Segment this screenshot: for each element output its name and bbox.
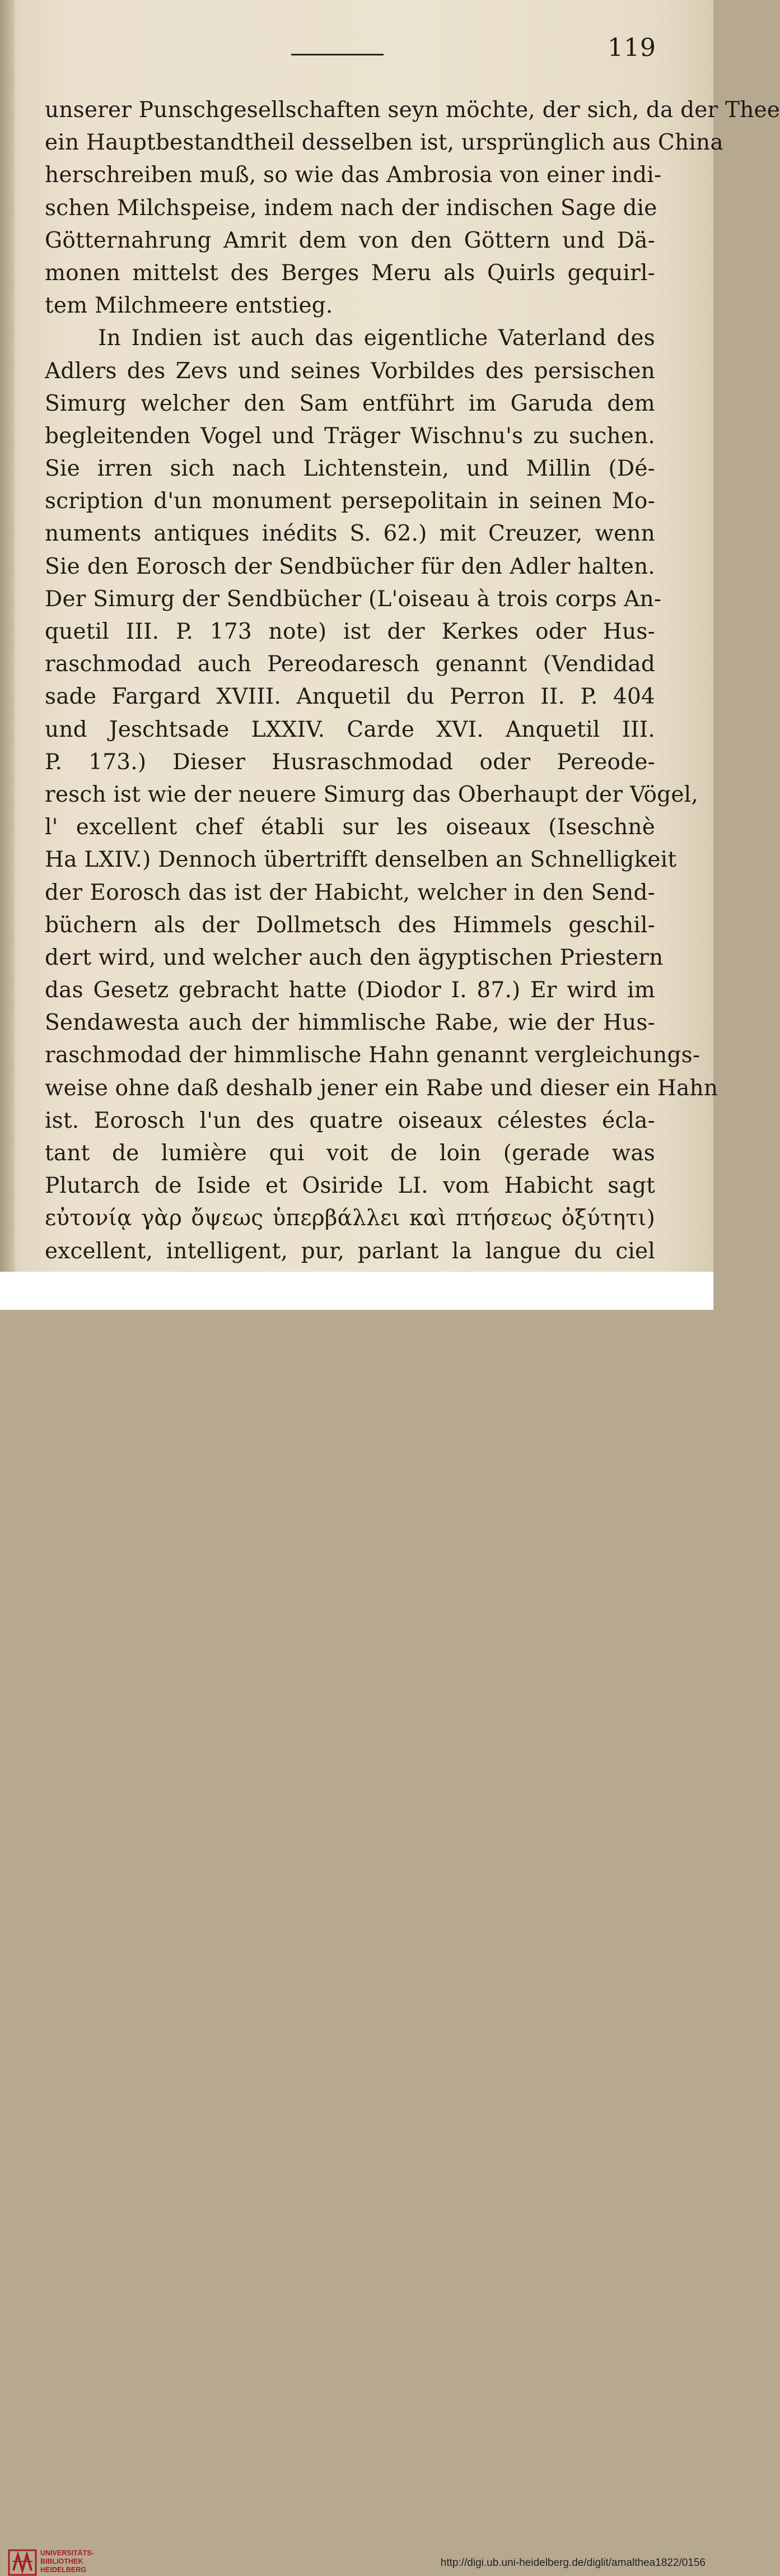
text-line: Sendawesta auch der himmlische Rabe, wie der Hus- <box>45 1010 655 1036</box>
text-line: herschreiben muß, so wie das Ambrosia von einer indi- <box>45 162 662 188</box>
text-line: P. 173.) Dieser Husraschmodad oder Pereode- <box>45 749 655 775</box>
text-line: Der Simurg der Sendbücher (L'oiseau à trois corps An- <box>45 586 662 612</box>
library-name-line: UNIVERSITÄTS- <box>40 2549 94 2557</box>
text-line: das Gesetz gebracht hatte (Diodor I. 87.) Er wird im <box>45 978 655 1003</box>
library-name-line: HEIDELBERG <box>40 2566 86 2574</box>
text-line: raschmodad auch Pereodaresch genannt (Vendidad <box>45 652 655 677</box>
text-line: l' excellent chef établi sur les oiseaux (Iseschnè <box>45 815 655 840</box>
text-line: unserer Punschgesellschaften seyn möchte, der sich, da der Thee <box>45 97 780 123</box>
page-edge <box>0 0 15 1272</box>
text-line: ein Hauptbestandtheil desselben ist, ursprünglich aus China <box>45 130 723 156</box>
text-line: In Indien ist auch das eigentliche Vaterland des <box>98 326 655 351</box>
text-line: quetil III. P. 173 note) ist der Kerkes oder Hus- <box>45 619 655 644</box>
text-line: Götternahrung Amrit dem von den Göttern und Dä- <box>45 227 655 253</box>
text-line: ist. Eorosch l'un des quatre oiseaux célestes écla- <box>45 1108 655 1133</box>
university-library-logo-icon <box>8 2549 37 2576</box>
text-line: numents antiques inédits S. 62.) mit Creuzer, wenn <box>45 521 655 547</box>
library-name-line: BIBLIOTHEK <box>40 2558 83 2565</box>
text-line: Adlers des Zevs und seines Vorbildes des persischen <box>45 358 655 384</box>
text-line: monen mittelst des Berges Meru als Quirls gequirl- <box>45 260 655 286</box>
text-line: der Eorosch das ist der Habicht, welcher in den Send- <box>45 880 655 905</box>
text-line: weise ohne daß deshalb jener ein Rabe und dieser ein Hahn <box>45 1075 718 1101</box>
text-line: schen Milchspeise, indem nach der indischen Sage die <box>45 195 657 221</box>
text-line: raschmodad der himmlische Hahn genannt vergleichungs- <box>45 1043 700 1068</box>
text-line: dert wird, und welcher auch den ägyptischen Priestern <box>45 945 664 970</box>
footer-bar <box>0 1272 713 2574</box>
text-line: sade Fargard XVIII. Anquetil du Perron II. P. 404 <box>45 684 655 710</box>
text-line: εὐτονίᾳ γὰρ ὄψεως ὑπερβάλλει καὶ πτήσεως ὀξύτητι) <box>45 1206 655 1231</box>
text-line: büchern als der Dollmetsch des Himmels geschil- <box>45 912 655 938</box>
library-name <box>40 2549 94 2574</box>
text-line: excellent, intelligent, pur, parlant la langue du ciel <box>45 1238 655 1264</box>
text-line: tem Milchmeere entstieg. <box>45 293 333 319</box>
text-line: tant de lumière qui voit de loin (gerade was <box>45 1141 655 1166</box>
text-line: Sie irren sich nach Lichtenstein, und Millin (Dé- <box>45 456 655 482</box>
text-line: und Jeschtsade LXXIV. Carde XVI. Anquetil III. <box>45 717 655 742</box>
text-line: resch ist wie der neuere Simurg das Oberhaupt der Vögel, <box>45 782 698 807</box>
text-line: scription d'un monument persepolitain in seinen Mo- <box>45 489 655 514</box>
page-number: 119 <box>608 34 656 62</box>
text-line: begleitenden Vogel und Träger Wischnu's zu suchen. <box>45 423 655 449</box>
text-line: Ha LXIV.) Dennoch übertrifft denselben an Schnelligkeit <box>45 847 677 873</box>
text-line: Simurg welcher den Sam entführt im Garuda dem <box>45 390 655 416</box>
header-rule <box>291 54 384 55</box>
scanned-page <box>0 0 780 1272</box>
body-text <box>45 94 780 1300</box>
text-line: Sie den Eorosch der Sendbücher für den Adler halten. <box>45 554 655 579</box>
source-url-link[interactable]: http://digi.ub.uni-heidelberg.de/diglit/amalthea1822/0156 <box>440 2557 706 2569</box>
text-line: Plutarch de Iside et Osiride LI. vom Habicht sagt <box>45 1173 655 1199</box>
